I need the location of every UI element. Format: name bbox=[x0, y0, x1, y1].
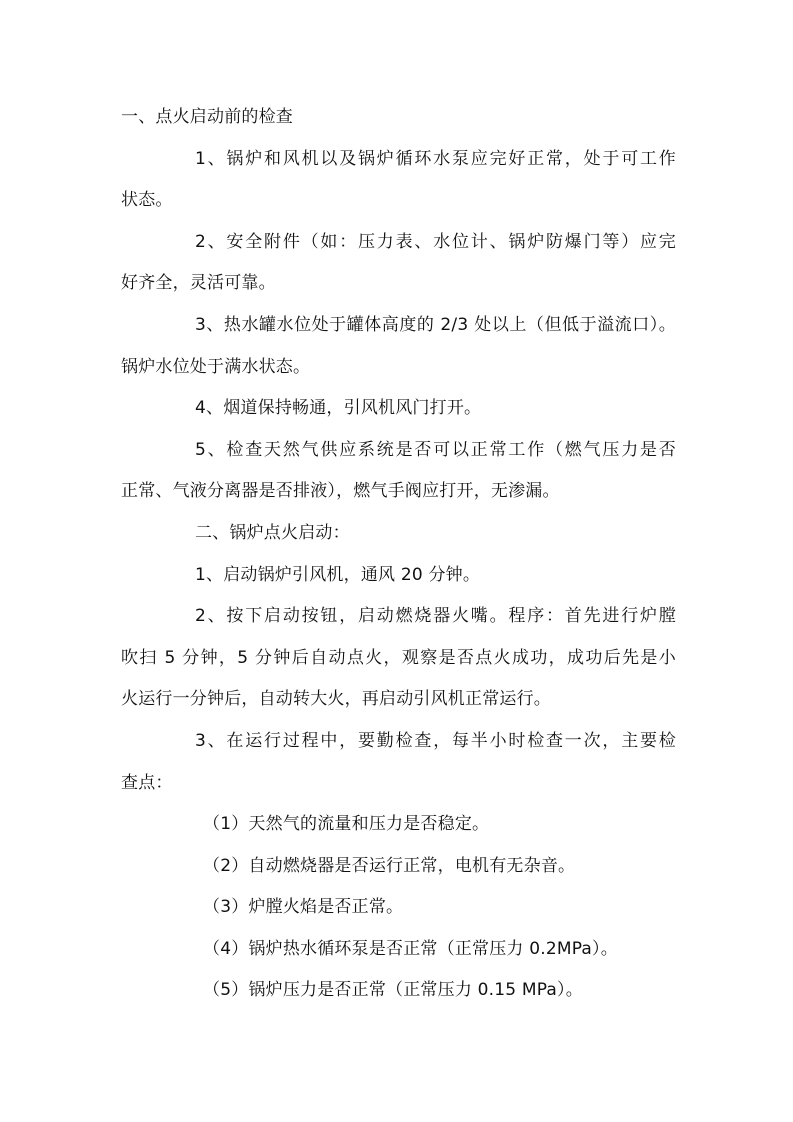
check-item-5: （5）锅炉压力是否正常（正常压力 0.15 MPa）。 bbox=[203, 980, 583, 1001]
s2-item-2-line-3: 火运行一分钟后，自动转大火，再启动引风机正常运行。 bbox=[121, 689, 551, 710]
item-5-line-1: 5、检查天然气供应系统是否可以正常工作（燃气压力是否 bbox=[195, 439, 676, 460]
item-4-line-1: 4、烟道保持畅通，引风机风门打开。 bbox=[195, 398, 482, 419]
s2-item-2-line-2: 吹扫 5 分钟，5 分钟后自动点火，观察是否点火成功，成功后先是小 bbox=[121, 647, 676, 668]
item-2-line-1: 2、安全附件（如：压力表、水位计、锅炉防爆门等）应完 bbox=[195, 231, 676, 252]
item-1-line-1: 1、锅炉和风机以及锅炉循环水泵应完好正常，处于可工作 bbox=[195, 148, 676, 169]
check-item-2: （2）自动燃烧器是否运行正常，电机有无杂音。 bbox=[203, 855, 576, 876]
section-2-heading: 二、锅炉点火启动： bbox=[195, 522, 350, 543]
s2-item-2-line-1: 2、按下启动按钮，启动燃烧器火嘴。程序：首先进行炉膛 bbox=[195, 606, 676, 627]
s2-item-3-line-2: 查点： bbox=[121, 772, 173, 793]
item-1-line-2: 状态。 bbox=[121, 190, 173, 211]
section-1-heading: 一、点火启动前的检查 bbox=[121, 107, 293, 127]
item-3-line-1: 3、热水罐水位处于罐体高度的 2/3 处以上（但低于溢流口）。 bbox=[195, 314, 676, 335]
check-item-1: （1）天然气的流量和压力是否稳定。 bbox=[203, 814, 490, 835]
check-item-4: （4）锅炉热水循环泵是否正常（正常压力 0.2MPa）。 bbox=[203, 938, 618, 959]
s2-item-3-line-1: 3、在运行过程中，要勤检查，每半小时检查一次，主要检 bbox=[195, 730, 676, 751]
document-body bbox=[121, 97, 676, 1012]
check-item-3: （3）炉膛火焰是否正常。 bbox=[203, 897, 404, 918]
item-3-line-2: 锅炉水位处于满水状态。 bbox=[121, 356, 311, 377]
item-5-line-2: 正常、气液分离器是否排液），燃气手阀应打开，无渗漏。 bbox=[121, 481, 560, 502]
item-2-line-2: 好齐全，灵活可靠。 bbox=[121, 273, 276, 294]
s2-item-1: 1、启动锅炉引风机，通风 20 分钟。 bbox=[195, 564, 481, 585]
